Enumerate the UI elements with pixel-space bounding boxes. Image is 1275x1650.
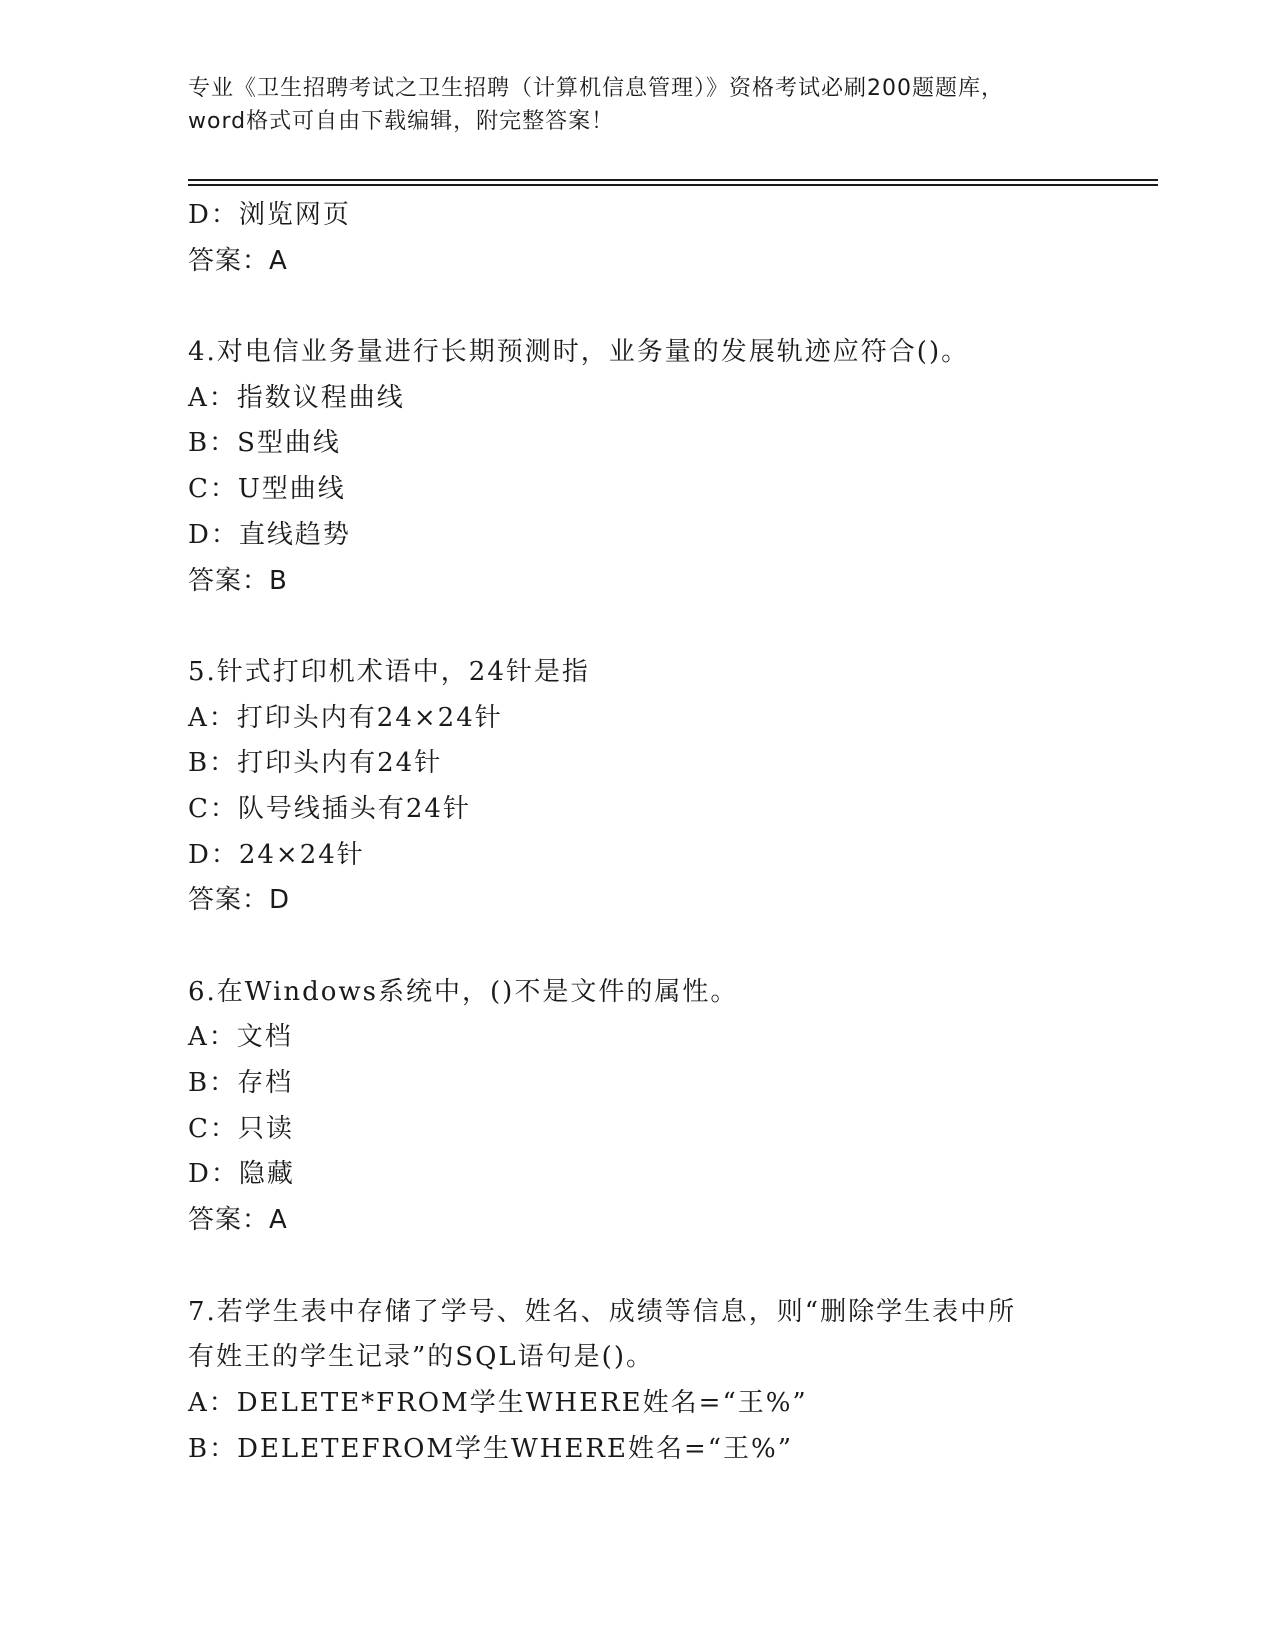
answer-line: 答案：B [188,565,288,596]
answer-line: 答案：A [188,245,288,276]
spacer [188,924,1148,970]
header-divider-top [188,179,1158,181]
option-line: D：直线趋势 [188,519,351,550]
option-line: B：DELETEFROM学生WHERE姓名=“王%” [188,1433,794,1464]
header-divider-bottom [188,184,1158,186]
option-line: A：打印头内有24×24针 [188,702,503,733]
header-line-2: word格式可自由下载编辑，附完整答案！ [188,109,615,134]
option-line: A：文档 [188,1022,293,1053]
option-line: C：只读 [188,1113,294,1144]
question-text: 6.在Windows系统中，()不是文件的属性。 [188,976,739,1007]
spacer [188,284,1148,330]
question-text: 5.针式打印机术语中，24针是指 [188,656,590,687]
option-line: C：U型曲线 [188,474,346,505]
option-line: A：指数议程曲线 [188,382,405,413]
option-line: B：存档 [188,1068,294,1099]
option-line: C：队号线插头有24针 [188,793,471,824]
answer-line: 答案：A [188,1205,288,1236]
header-line-1: 专业《卫生招聘考试之卫生招聘（计算机信息管理）》资格考试必刷200题题库， [188,76,1004,101]
spacer [188,1244,1148,1290]
option-line: D：浏览网页 [188,200,351,230]
option-line: A：DELETE*FROM学生WHERE姓名=“王%” [188,1387,808,1418]
question-list [188,193,1148,1472]
spacer [188,604,1148,650]
question-text: 有姓王的学生记录”的SQL语句是()。 [188,1342,654,1373]
question-text: 4.对电信业务量进行长期预测时，业务量的发展轨迹应符合()。 [188,337,970,368]
option-line: B：打印头内有24针 [188,748,443,779]
option-line: D：24×24针 [188,839,365,870]
option-line: D：隐藏 [188,1159,295,1190]
question-text: 7.若学生表中存储了学号、姓名、成绩等信息，则“删除学生表中所 [188,1296,1017,1327]
answer-line: 答案：D [188,885,291,916]
document-header [188,72,1088,138]
option-line: B：S型曲线 [188,428,341,459]
